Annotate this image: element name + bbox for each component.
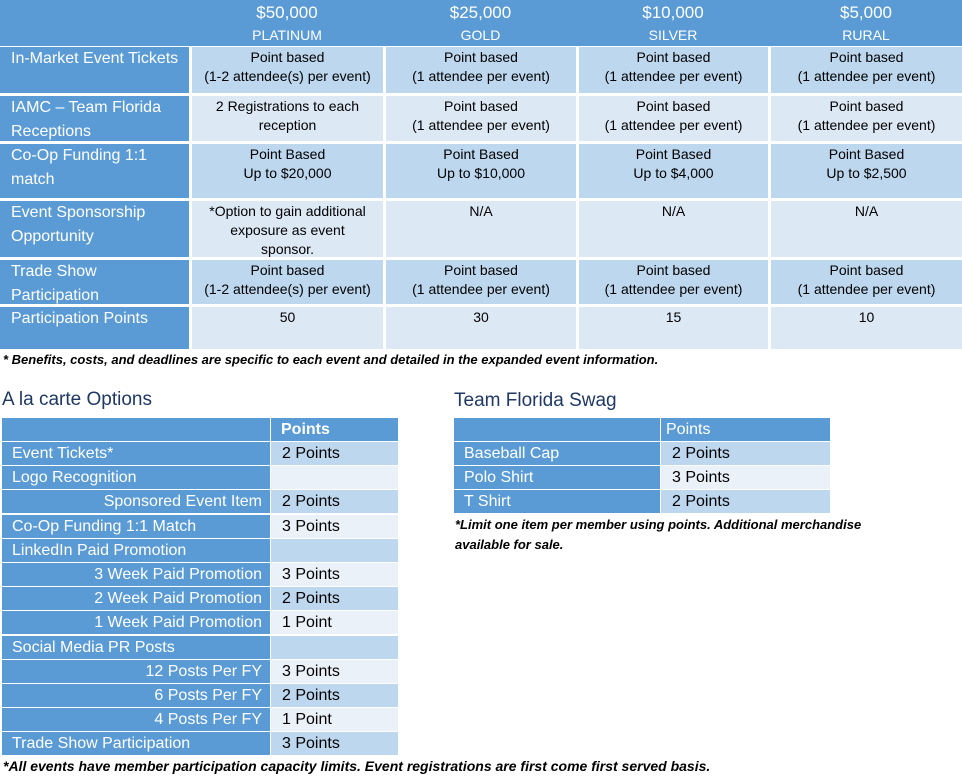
- tier-cell: [579, 307, 768, 349]
- swag-row: [454, 442, 830, 465]
- tier-cell-line: reception: [258, 117, 317, 133]
- alacarte-header-points: Points: [271, 418, 398, 441]
- swag-row-label: Baseball Cap: [454, 442, 660, 465]
- alacarte-row: [2, 466, 398, 489]
- swag-row: [454, 466, 830, 489]
- alacarte-row-value: 2 Points: [271, 587, 398, 610]
- tier-cell: [771, 260, 962, 304]
- alacarte-row: [2, 636, 398, 659]
- alacarte-row: [2, 490, 398, 513]
- tier-cell: [192, 307, 383, 349]
- tier-cell: [579, 47, 768, 93]
- tier-cell-line: N/A: [469, 203, 493, 219]
- alacarte-row-label: 1 Week Paid Promotion: [2, 611, 270, 634]
- tier-cell: [386, 96, 576, 141]
- alacarte-row-value: 2 Points: [271, 684, 398, 707]
- swag-row: [454, 490, 830, 513]
- tier-cell-line: Point based: [829, 49, 904, 65]
- tier-name: SILVER: [648, 27, 698, 43]
- tier-cell-line: (1 attendee per event): [412, 281, 550, 297]
- tier-cell-line: (1 attendee per event): [604, 68, 743, 84]
- swag-row-value: 3 Points: [661, 466, 830, 489]
- tier-cell: [579, 201, 768, 257]
- tier-price: $5,000: [840, 3, 892, 22]
- tier-header-silver: [578, 0, 768, 46]
- tier-cell-line: Up to $10,000: [437, 165, 525, 181]
- tier-cell-line: Point based: [829, 98, 904, 114]
- tier-cell-line: (1 attendee per event): [797, 68, 936, 84]
- swag-footnote-line: available for sale.: [455, 537, 564, 552]
- alacarte-row-value: 3 Points: [271, 563, 398, 586]
- tier-row-label: Co-Op Funding 1:1 match: [0, 144, 189, 198]
- alacarte-row: [2, 539, 398, 562]
- tier-cell-line: (1-2 attendee(s) per event): [204, 68, 371, 84]
- tier-cell-line: (1 attendee per event): [604, 117, 743, 133]
- tiers-footnote: * Benefits, costs, and deadlines are specific to each event and detailed in the expanded event information.: [3, 352, 659, 367]
- tier-row-label: Participation Points: [0, 307, 189, 349]
- alacarte-row-value: 3 Points: [271, 732, 398, 755]
- tier-cell-line: Point based: [636, 49, 711, 65]
- tier-cell: [386, 307, 576, 349]
- tier-cell: [192, 201, 383, 257]
- alacarte-footnote: *All events have member participation capacity limits. Event registrations are first come first served basis.: [3, 758, 711, 774]
- alacarte-row-value: 3 Points: [271, 515, 398, 538]
- swag-row-value: 2 Points: [661, 490, 830, 513]
- tier-cell-line: exposure as event: [230, 222, 345, 238]
- alacarte-row: [2, 660, 398, 683]
- swag-row-label: Polo Shirt: [454, 466, 660, 489]
- tier-price: $50,000: [256, 3, 318, 22]
- alacarte-row-label: Co-Op Funding 1:1 Match: [2, 515, 270, 538]
- tier-cell-line: Up to $20,000: [243, 165, 332, 181]
- tier-cell: [771, 96, 962, 141]
- tier-cell-line: Point based: [444, 98, 518, 114]
- alacarte-row-label: Sponsored Event Item: [2, 490, 270, 513]
- tier-cell-line: 50: [279, 309, 296, 325]
- alacarte-row-label: 3 Week Paid Promotion: [2, 563, 270, 586]
- alacarte-title: A la carte Options: [2, 389, 152, 410]
- alacarte-row-value: 1 Point: [271, 611, 398, 634]
- tier-cell: [771, 201, 962, 257]
- tier-cell: [386, 201, 576, 257]
- tier-cell-line: Point Based: [249, 146, 326, 162]
- alacarte-row-value: 1 Point: [271, 708, 398, 731]
- alacarte-row-value: 3 Points: [271, 660, 398, 683]
- alacarte-row-value: [271, 539, 398, 562]
- tier-cell-line: 2 Registrations to each: [215, 98, 360, 114]
- tier-cell-line: Point Based: [443, 146, 519, 162]
- tier-cell-line: Point based: [444, 262, 518, 278]
- alacarte-row: [2, 587, 398, 610]
- tier-cell-line: Point based: [829, 262, 904, 278]
- alacarte-header-blank: [2, 418, 270, 441]
- swag-header-blank: [454, 418, 660, 441]
- tier-cell-line: (1 attendee per event): [604, 281, 743, 297]
- tier-cell-line: Point based: [636, 98, 711, 114]
- tier-cell-line: (1 attendee per event): [412, 68, 550, 84]
- alacarte-row-value: [271, 636, 398, 659]
- tier-cell-line: Point based: [636, 262, 711, 278]
- tier-cell-line: 10: [858, 309, 875, 325]
- tier-cell-line: N/A: [854, 203, 879, 219]
- tier-cell-line: Up to $2,500: [826, 165, 907, 181]
- tier-cell-line: *Option to gain additional: [209, 203, 366, 219]
- tier-row-label: Trade Show Participation: [0, 260, 189, 304]
- swag-row-label: T Shirt: [454, 490, 660, 513]
- alacarte-row-label: Trade Show Participation: [2, 732, 270, 755]
- alacarte-row-label: 6 Posts Per FY: [2, 684, 270, 707]
- tier-price: $25,000: [449, 3, 512, 22]
- alacarte-row: [2, 611, 398, 634]
- tier-cell-line: 30: [473, 309, 489, 325]
- alacarte-row: [2, 563, 398, 586]
- tier-row-label: Event Sponsorship Opportunity: [0, 201, 189, 257]
- tier-row-label: IAMC – Team Florida Receptions: [0, 96, 189, 141]
- alacarte-row-label: Logo Recognition: [2, 466, 270, 489]
- tier-header-platinum: [191, 0, 383, 46]
- swag-footnote-line: *Limit one item per member using points. Additional merchandise: [455, 517, 862, 532]
- tier-cell: [771, 47, 962, 93]
- tier-name: RURAL: [842, 27, 890, 43]
- swag-row-value: 2 Points: [661, 442, 830, 465]
- swag-footnote: [455, 515, 861, 555]
- tier-cell-line: Point based: [250, 262, 325, 278]
- alacarte-row: [2, 515, 398, 538]
- tier-header-rural: [770, 0, 962, 46]
- alacarte-row: [2, 732, 398, 755]
- tier-name: GOLD: [460, 27, 501, 43]
- tier-cell-line: Point based: [250, 49, 325, 65]
- tier-header-gold: [385, 0, 576, 46]
- swag-title: Team Florida Swag: [454, 390, 617, 411]
- alacarte-row-label: 2 Week Paid Promotion: [2, 587, 270, 610]
- alacarte-row-label: LinkedIn Paid Promotion: [2, 539, 270, 562]
- tier-price: $10,000: [642, 3, 704, 22]
- tier-cell: [579, 96, 768, 141]
- tier-cell: [579, 144, 768, 198]
- tier-cell: [579, 260, 768, 304]
- swag-header-points: Points: [661, 418, 830, 441]
- tier-cell-line: (1 attendee per event): [797, 117, 936, 133]
- alacarte-row-value: 2 Points: [271, 442, 398, 465]
- tier-cell-line: N/A: [661, 203, 686, 219]
- tier-cell: [771, 307, 962, 349]
- tier-cell: [386, 260, 576, 304]
- tier-cell-line: Point based: [444, 49, 518, 65]
- tier-cell-line: Point Based: [828, 146, 905, 162]
- alacarte-row-label: 4 Posts Per FY: [2, 708, 270, 731]
- tier-cell: [386, 47, 576, 93]
- tier-cell: [192, 47, 383, 93]
- tier-cell: [192, 260, 383, 304]
- tier-cell-line: (1 attendee per event): [412, 117, 550, 133]
- tier-cell-line: sponsor.: [261, 241, 314, 257]
- tier-row-label: In-Market Event Tickets: [0, 47, 189, 93]
- tier-cell: [192, 96, 383, 141]
- alacarte-row-label: Social Media PR Posts: [2, 636, 270, 659]
- alacarte-row: [2, 684, 398, 707]
- alacarte-row-value: 2 Points: [271, 490, 398, 513]
- alacarte-row: [2, 708, 398, 731]
- tier-cell-line: 15: [665, 309, 682, 325]
- tier-cell: [771, 144, 962, 198]
- tier-cell: [386, 144, 576, 198]
- alacarte-header-row: [2, 418, 398, 441]
- alacarte-row-value: [271, 466, 398, 489]
- tier-cell-line: Point Based: [635, 146, 712, 162]
- tier-cell-line: (1 attendee per event): [797, 281, 936, 297]
- swag-header-row: [454, 418, 830, 441]
- tier-cell: [192, 144, 383, 198]
- tier-cell-line: (1-2 attendee(s) per event): [204, 281, 371, 297]
- alacarte-row: [2, 442, 398, 465]
- alacarte-row-label: 12 Posts Per FY: [2, 660, 270, 683]
- tier-name: PLATINUM: [252, 27, 322, 43]
- alacarte-row-label: Event Tickets*: [2, 442, 270, 465]
- tier-cell-line: Up to $4,000: [633, 165, 714, 181]
